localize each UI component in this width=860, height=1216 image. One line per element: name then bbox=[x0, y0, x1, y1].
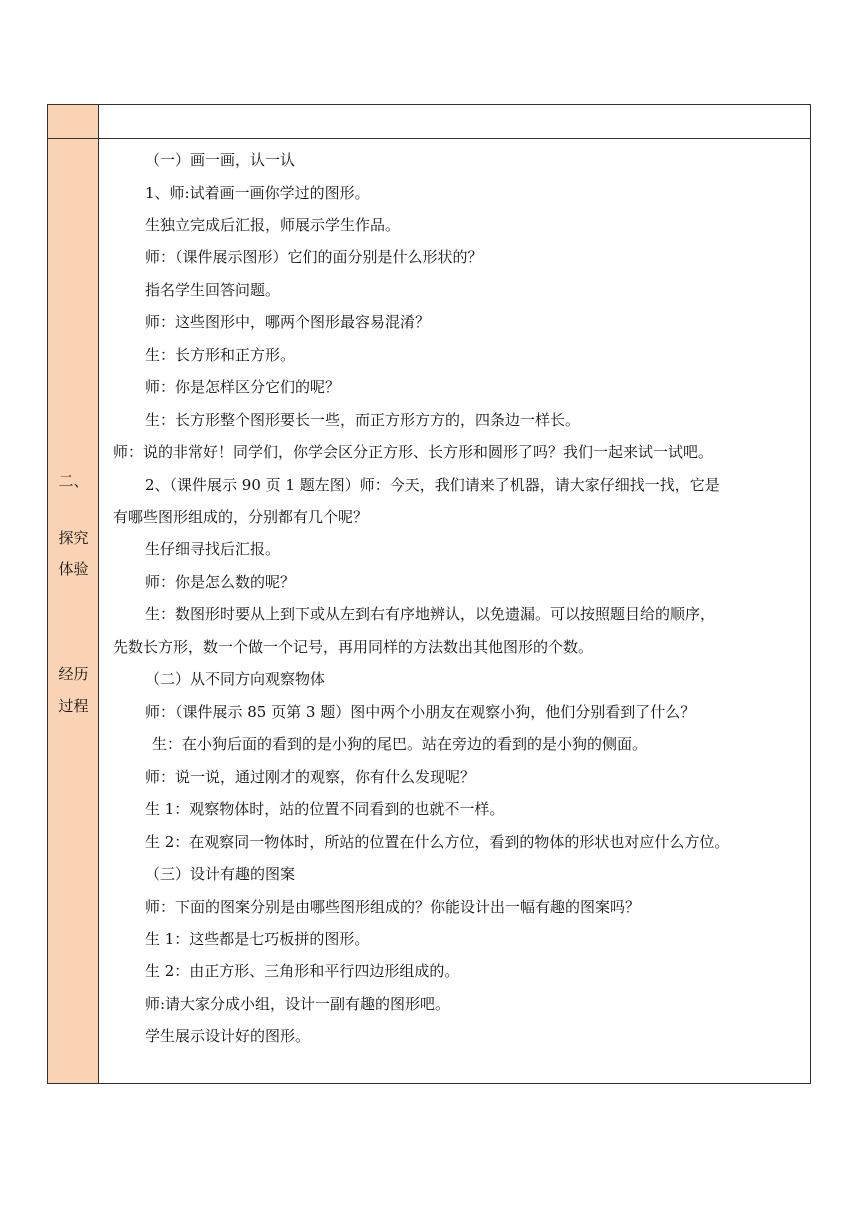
text-line: 师：你是怎么数的呢？ bbox=[145, 573, 296, 591]
section-label-column bbox=[48, 105, 99, 1083]
lesson-content bbox=[100, 139, 810, 1083]
text-line: 学生展示设计好的图形。 bbox=[145, 1027, 311, 1045]
side-label: 探究 bbox=[58, 529, 89, 547]
text-line: 生仔细寻找后汇报。 bbox=[145, 540, 281, 558]
text-line: 指名学生回答问题。 bbox=[145, 281, 281, 299]
side-label: 二、 bbox=[58, 472, 89, 490]
text-line: 师：（课件展示图形）它们的面分别是什么形状的？ bbox=[145, 248, 483, 266]
text-line: 生 1：观察物体时，站的位置不同看到的也就不一样。 bbox=[145, 800, 505, 818]
text-line: 生独立完成后汇报，师展示学生作品。 bbox=[145, 216, 401, 234]
side-label: 体验 bbox=[58, 560, 89, 578]
side-label: 过程 bbox=[58, 697, 89, 715]
text-line: 1、师:试着画一画你学过的图形。 bbox=[145, 184, 370, 202]
text-line: 师：下面的图案分别是由哪些图形组成的？你能设计出一幅有趣的图案吗？ bbox=[145, 898, 641, 916]
lesson-table bbox=[47, 104, 811, 1084]
text-line: 生：在小狗后面的看到的是小狗的尾巴。站在旁边的看到的是小狗的侧面。 bbox=[152, 735, 648, 753]
side-label: 经历 bbox=[58, 665, 89, 683]
text-line: 生：长方形整个图形要长一些，而正方形方方的，四条边一样长。 bbox=[145, 411, 581, 429]
text-line: 先数长方形，数一个做一个记号，再用同样的方法数出其他图形的个数。 bbox=[113, 638, 594, 656]
text-line: 师：说的非常好！同学们，你学会区分正方形、长方形和圆形了吗？我们一起来试一试吧。 bbox=[113, 443, 714, 461]
text-line: 2、（课件展示 90 页 1 题左图）师：今天，我们请来了机器，请大家仔细找一找，它是 bbox=[145, 476, 720, 494]
text-line: 有哪些图形组成的，分别都有几个呢？ bbox=[113, 508, 369, 526]
text-line: 生 2：在观察同一物体时，所站的位置在什么方位，看到的物体的形状也对应什么方位。 bbox=[145, 833, 730, 851]
text-line: 生：长方形和正方形。 bbox=[145, 346, 296, 364]
text-line: 师：（课件展示 85 页第 3 题）图中两个小朋友在观察小狗，他们分别看到了什么？ bbox=[145, 703, 696, 721]
text-line: （二）从不同方向观察物体 bbox=[145, 670, 326, 688]
text-line: 生 1：这些都是七巧板拼的图形。 bbox=[145, 930, 370, 948]
text-line: 师:请大家分成小组，设计一副有趣的图形吧。 bbox=[145, 995, 451, 1013]
text-line: 生 2：由正方形、三角形和平行四边形组成的。 bbox=[145, 962, 460, 980]
text-line: 生：数图形时要从上到下或从左到右有序地辨认，以免遗漏。可以按照题目给的顺序， bbox=[145, 605, 716, 623]
text-line: 师：你是怎样区分它们的呢？ bbox=[145, 378, 341, 396]
text-line: （三）设计有趣的图案 bbox=[145, 865, 296, 883]
text-line: 师：这些图形中，哪两个图形最容易混淆？ bbox=[145, 313, 431, 331]
text-line: 师：说一说，通过刚才的观察，你有什么发现呢？ bbox=[145, 768, 476, 786]
text-line: （一）画一画，认一认 bbox=[145, 151, 296, 169]
